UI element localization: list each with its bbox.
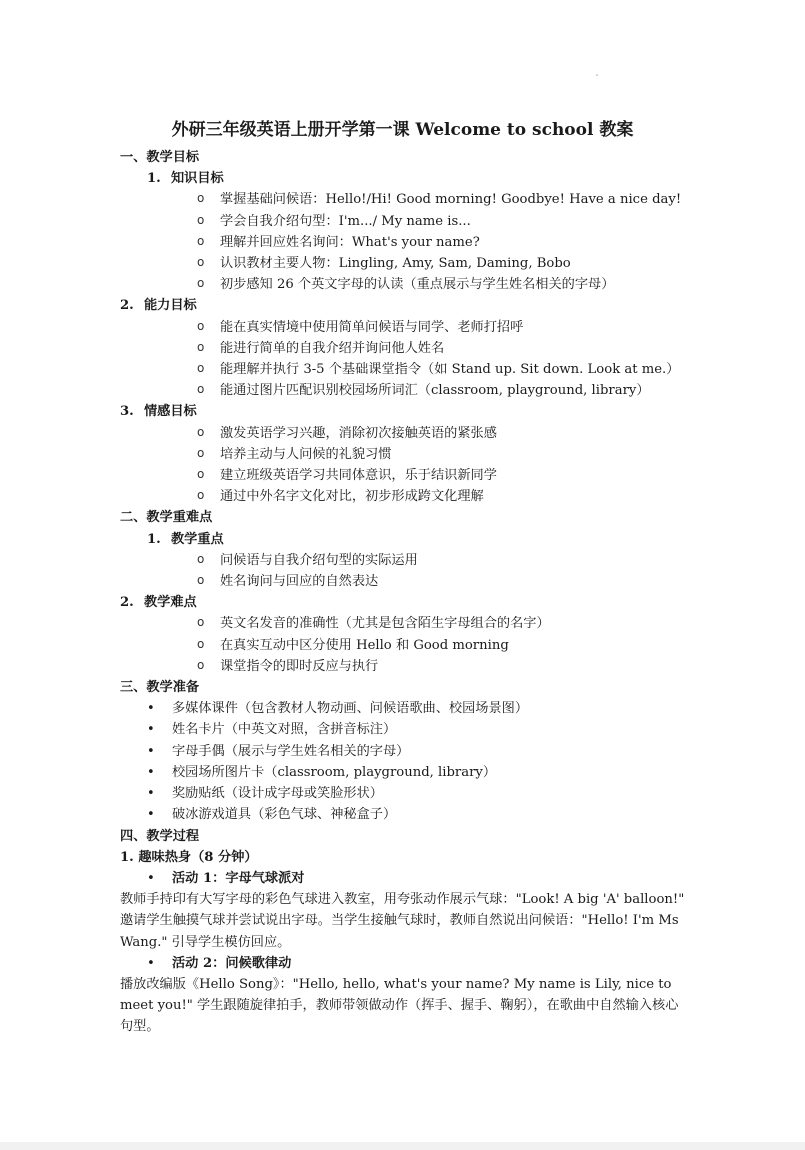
list-item: o 掌握基础问候语：Hello!/Hi! Good morning! Goodbye! Have a nice day! — [120, 189, 690, 210]
list-emotion — [120, 423, 690, 508]
list-item: • 字母手偶（展示与学生姓名相关的字母） — [120, 741, 690, 762]
step-warmup: 1. 趣味热身（8 分钟） — [120, 849, 258, 865]
list-item: o 激发英语学习兴趣，消除初次接触英语的紧张感 — [120, 423, 690, 444]
section-heading-process: 四、教学过程 — [120, 828, 200, 844]
subheading-emotion: 3. 情感目标 — [120, 404, 197, 420]
activity-2-label: • 活动 2：问候歌律动 — [120, 953, 690, 974]
page-bottom-edge — [0, 1142, 805, 1150]
list-item: o 学会自我介绍句型：I'm.../ My name is... — [120, 211, 690, 232]
list-item: o 理解并回应姓名询问：What's your name? — [120, 232, 690, 253]
list-ability — [120, 317, 690, 402]
subheading-knowledge: 1. 知识目标 — [147, 171, 224, 187]
list-item: • 破冰游戏道具（彩色气球、神秘盒子） — [120, 804, 690, 825]
list-item: o 在真实互动中区分使用 Hello 和 Good morning — [120, 635, 690, 656]
activity-1-text: 教师手持印有大写字母的彩色气球进入教室，用夸张动作展示气球："Look! A big 'A' balloon!" 邀请学生触摸气球并尝试说出字母。当学生接触气球时，教师自然说出问候语："Hello! I'm Ms Wang." 引导学生模仿回应。 — [120, 892, 685, 950]
list-item: o 问候语与自我介绍句型的实际运用 — [120, 550, 690, 571]
list-item: • 多媒体课件（包含教材人物动画、问候语歌曲、校园场景图） — [120, 698, 690, 719]
document-body — [120, 147, 690, 1038]
list-item: o 能在真实情境中使用简单问候语与同学、老师打招呼 — [120, 317, 690, 338]
subheading-difficulty: 2. 教学难点 — [120, 595, 197, 611]
list-item: • 姓名卡片（中英文对照，含拼音标注） — [120, 719, 690, 740]
list-item: o 课堂指令的即时反应与执行 — [120, 656, 690, 677]
page-title: 外研三年级英语上册开学第一课 Welcome to school 教案 — [171, 120, 634, 140]
list-difficulty — [120, 613, 690, 677]
activity-2-text: 播放改编版《Hello Song》："Hello, hello, what's your name? My name is Lily, nice to meet you!" 学生跟随旋律拍手，教师带领做动作（挥手、握手、鞠躬），在歌曲中自然输入核心句型。 — [120, 976, 679, 1035]
section-heading-preparation: 三、教学准备 — [120, 680, 200, 696]
subheading-ability: 2. 能力目标 — [120, 298, 197, 314]
list-item: o 建立班级英语学习共同体意识，乐于结识新同学 — [120, 465, 690, 486]
list-preparation — [120, 698, 690, 825]
list-knowledge — [120, 189, 690, 295]
list-item: o 英文名发音的准确性（尤其是包含陌生字母组合的名字） — [120, 613, 690, 634]
subheading-focus: 1. 教学重点 — [147, 531, 224, 547]
list-item: o 姓名询问与回应的自然表达 — [120, 571, 690, 592]
list-item: • 奖励贴纸（设计成字母或笑脸形状） — [120, 783, 690, 804]
list-item: o 能通过图片匹配识别校园场所词汇（classroom, playground, library） — [120, 380, 690, 401]
list-item: o 能理解并执行 3-5 个基础课堂指令（如 Stand up. Sit down. Look at me.） — [120, 359, 690, 380]
list-item: o 认识教材主要人物：Lingling, Amy, Sam, Daming, Bobo — [120, 253, 690, 274]
list-focus — [120, 550, 690, 592]
section-heading-key-points: 二、教学重难点 — [120, 510, 213, 526]
scan-speck — [596, 74, 598, 76]
section-heading-objectives: 一、教学目标 — [120, 150, 200, 165]
list-item: • 校园场所图片卡（classroom, playground, library） — [120, 762, 690, 783]
list-item: o 能进行简单的自我介绍并询问他人姓名 — [120, 338, 690, 359]
list-item: o 通过中外名字文化对比，初步形成跨文化理解 — [120, 486, 690, 507]
activity-1-label: • 活动 1：字母气球派对 — [120, 868, 690, 889]
list-item: o 培养主动与人问候的礼貌习惯 — [120, 444, 690, 465]
list-item: o 初步感知 26 个英文字母的认读（重点展示与学生姓名相关的字母） — [120, 274, 690, 295]
